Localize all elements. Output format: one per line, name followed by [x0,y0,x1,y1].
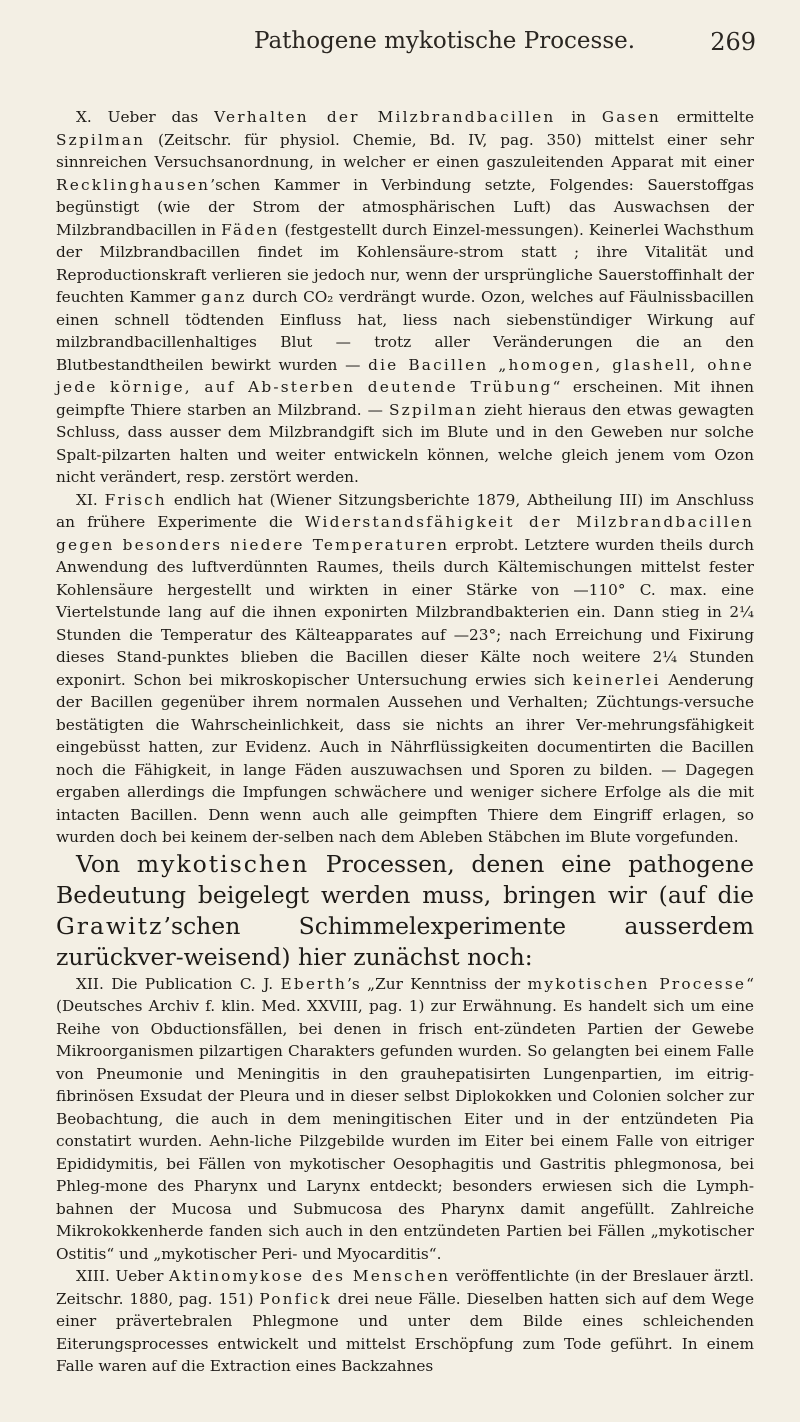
spaced-emphasis: mykotischen [136,849,310,878]
author-name: Szpilman [388,400,479,419]
spaced-emphasis: Verhalten der Milzbrandbacillen [214,108,556,126]
spaced-emphasis: ganz [201,288,247,306]
spaced-emphasis: Gasen [601,108,661,126]
section-number: XI. [76,490,98,509]
author-name: Grawitz [56,911,164,940]
author-name: Ponfick [259,1289,332,1308]
author-name: Frisch [104,490,167,509]
section-number: XII. [76,974,104,993]
body-text [56,106,754,1378]
author-name: Recklinghausen [56,175,211,194]
paragraph-xii: XII. Die Publication C. J. Eberth’s „Zur Kenntniss der mykotischen Processe“ (Deutsches Archiv f. klin. Med. XXVIII, pag. 1) zur Erwähnung. Es handelt sich um eine Reihe von Obductionsfällen, bei denen in frisch ent-zündeten Partien der Gewebe Mikroorganismen pilzartigen Charakters gefunden wurden. So gelangten bei einem Falle von Pneumonie und Meningitis in den grauhepatisirten Lungenpartien, im eitrig-fibrinösen Exsudat der Pleura und in dieser selbst Diplokokken und Colonien solcher zur Beobachtung, die auch in dem meningitischen Eiter und in der entzündeten Pia constatirt wurden. Aehn-liche Pilzgebilde wurden im Eiter bei einem Falle von eitriger Epididymitis, bei Fällen von mykotischer Oesophagitis und Gastritis phlegmonosa, bei Phleg-mone des Pharynx und Larynx entdeckt; besonders erwiesen sich die Lymph-bahnen der Mucosa und Submucosa des Pharynx damit angefüllt. Zahlreiche Mikrokokkenherde fanden sich auch in den entzündeten Partien bei Fällen „mykotischer Ostitis“ und „mykotischer Peri- und Myocarditis“. [56,974,754,1263]
spaced-emphasis: die Bacillen „homogen, glashell, ohne jede körnige, auf Ab-sterben deutende Trübung“ [56,355,754,396]
section-number: XIII. [76,1267,110,1285]
section-number: X. [76,108,92,126]
spaced-emphasis: keinerlei [572,670,661,689]
author-name: Eberth [280,974,348,993]
running-head-title: Pathogene mykotische Processe. [254,28,636,54]
spaced-emphasis: Fäden [221,220,280,239]
spaced-emphasis: mykotischen Processe [527,974,747,993]
page-number: 269 [710,28,756,56]
paragraph-lead: Von mykotischen Processen, denen eine pathogene Bedeutung beigelegt werden muss, bringen wir (auf die Grawitz’schen Schimmelexperimente ausserdem zurückver-weisend) hier zunächst noch: [56,849,754,971]
spaced-emphasis: Aktinomykose des Menschen [168,1267,451,1285]
spaced-emphasis: Widerstandsfähigkeit der Milzbrandbacillen gegen besonders niedere Temperaturen [56,513,755,554]
running-head [0,28,800,68]
paragraph-x: X. Ueber das Verhalten der Milzbrandbacillen in Gasen ermittelte Szpilman (Zeitschr. für physiol. Chemie, Bd. IV, pag. 350) mittelst einer sehr sinnreichen Versuchsanordnung, in welcher er einen gaszuleitenden Apparat mit einer Recklinghausen’schen Kammer in Verbindung setzte, Folgendes: Sauerstoffgas begünstigt (wie der Strom der atmosphärischen Luft) das Auswachsen der Milzbrandbacillen in Fäden (festgestellt durch Einzel-messungen). Keinerlei Wachsthum der Milzbrandbacillen findet im Kohlensäure-strom statt ; ihre Vitalität und Reproductionskraft verlieren sie jedoch nur, wenn der ursprüngliche Sauerstoffinhalt der feuchten Kammer ganz durch CO₂ verdrängt wurde. Ozon, welches auf Fäulnissbacillen einen schnell tödtenden Einfluss hat, liess nach siebenstündiger Wirkung auf milzbrandbacillenhaltiges Blut — trotz aller Veränderungen die an den Blutbestandtheilen bewirkt wurden — die Bacillen „homogen, glashell, ohne jede körnige, auf Ab-sterben deutende Trübung“ erscheinen. Mit ihnen geimpfte Thiere starben an Milzbrand. — Szpilman zieht hieraus den etwas gewagten Schluss, dass ausser dem Milzbrandgift sich im Blute und in den Geweben nur solche Spalt-pilzarten halten und weiter entwickeln können, welche gleich jenem vom Ozon nicht verändert, resp. zerstört werden. [56,108,754,486]
paragraph-xi: XI. Frisch endlich hat (Wiener Sitzungsberichte 1879, Abtheilung III) im Anschluss an frühere Experimente die Widerstandsfähigkeit der Milzbrandbacillen gegen besonders niedere Temperaturen erprobt. Letztere wurden theils durch Anwendung des luftverdünnten Raumes, theils durch Kältemischungen mittelst fester Kohlensäure hergestellt und wirkten in einer Stärke von —110° C. max. eine Viertelstunde lang auf die ihnen exponirten Milzbrandbakterien ein. Dann stieg in 2¼ Stunden die Temperatur des Kälteapparates auf —23°; nach Erreichung und Fixirung dieses Stand-punktes blieben die Bacillen dieser Kälte noch weitere 2¼ Stunden exponirt. Schon bei mikroskopischer Untersuchung erwies sich keinerlei Aenderung der Bacillen gegenüber ihrem normalen Aussehen und Verhalten; Züchtungs-versuche bestätigten die Wahrscheinlichkeit, dass sie nichts an ihrer Ver-mehrungsfähigkeit eingebüsst hatten, zur Evidenz. Auch in Nährflüssigkeiten documentirten die Bacillen noch die Fähigkeit, in lange Fäden auszuwachsen und Sporen zu bilden. — Dagegen ergaben allerdings die Impfungen schwächere und weniger sichere Erfolge als die mit intacten Bacillen. Denn wenn auch alle geimpften Thiere dem Eingriff erlagen, so wurden doch bei keinem der-selben nach dem Ableben Stäbchen im Blute vorgefunden. [56,490,755,846]
author-name: Szpilman [56,130,146,149]
paragraph-xiii: XIII. Ueber Aktinomykose des Menschen veröffentlichte (in der Breslauer ärztl. Zeitschr. 1880, pag. 151) Ponfick drei neue Fälle. Dieselben hatten sich auf dem Wege einer prävertebralen Phlegmone und unter dem Bilde eines schleichenden Eiterungsprocesses entwickelt und mittelst Erschöpfung zum Tode geführt. In einem Falle waren auf die Extraction eines Backzahnes [56,1267,755,1375]
